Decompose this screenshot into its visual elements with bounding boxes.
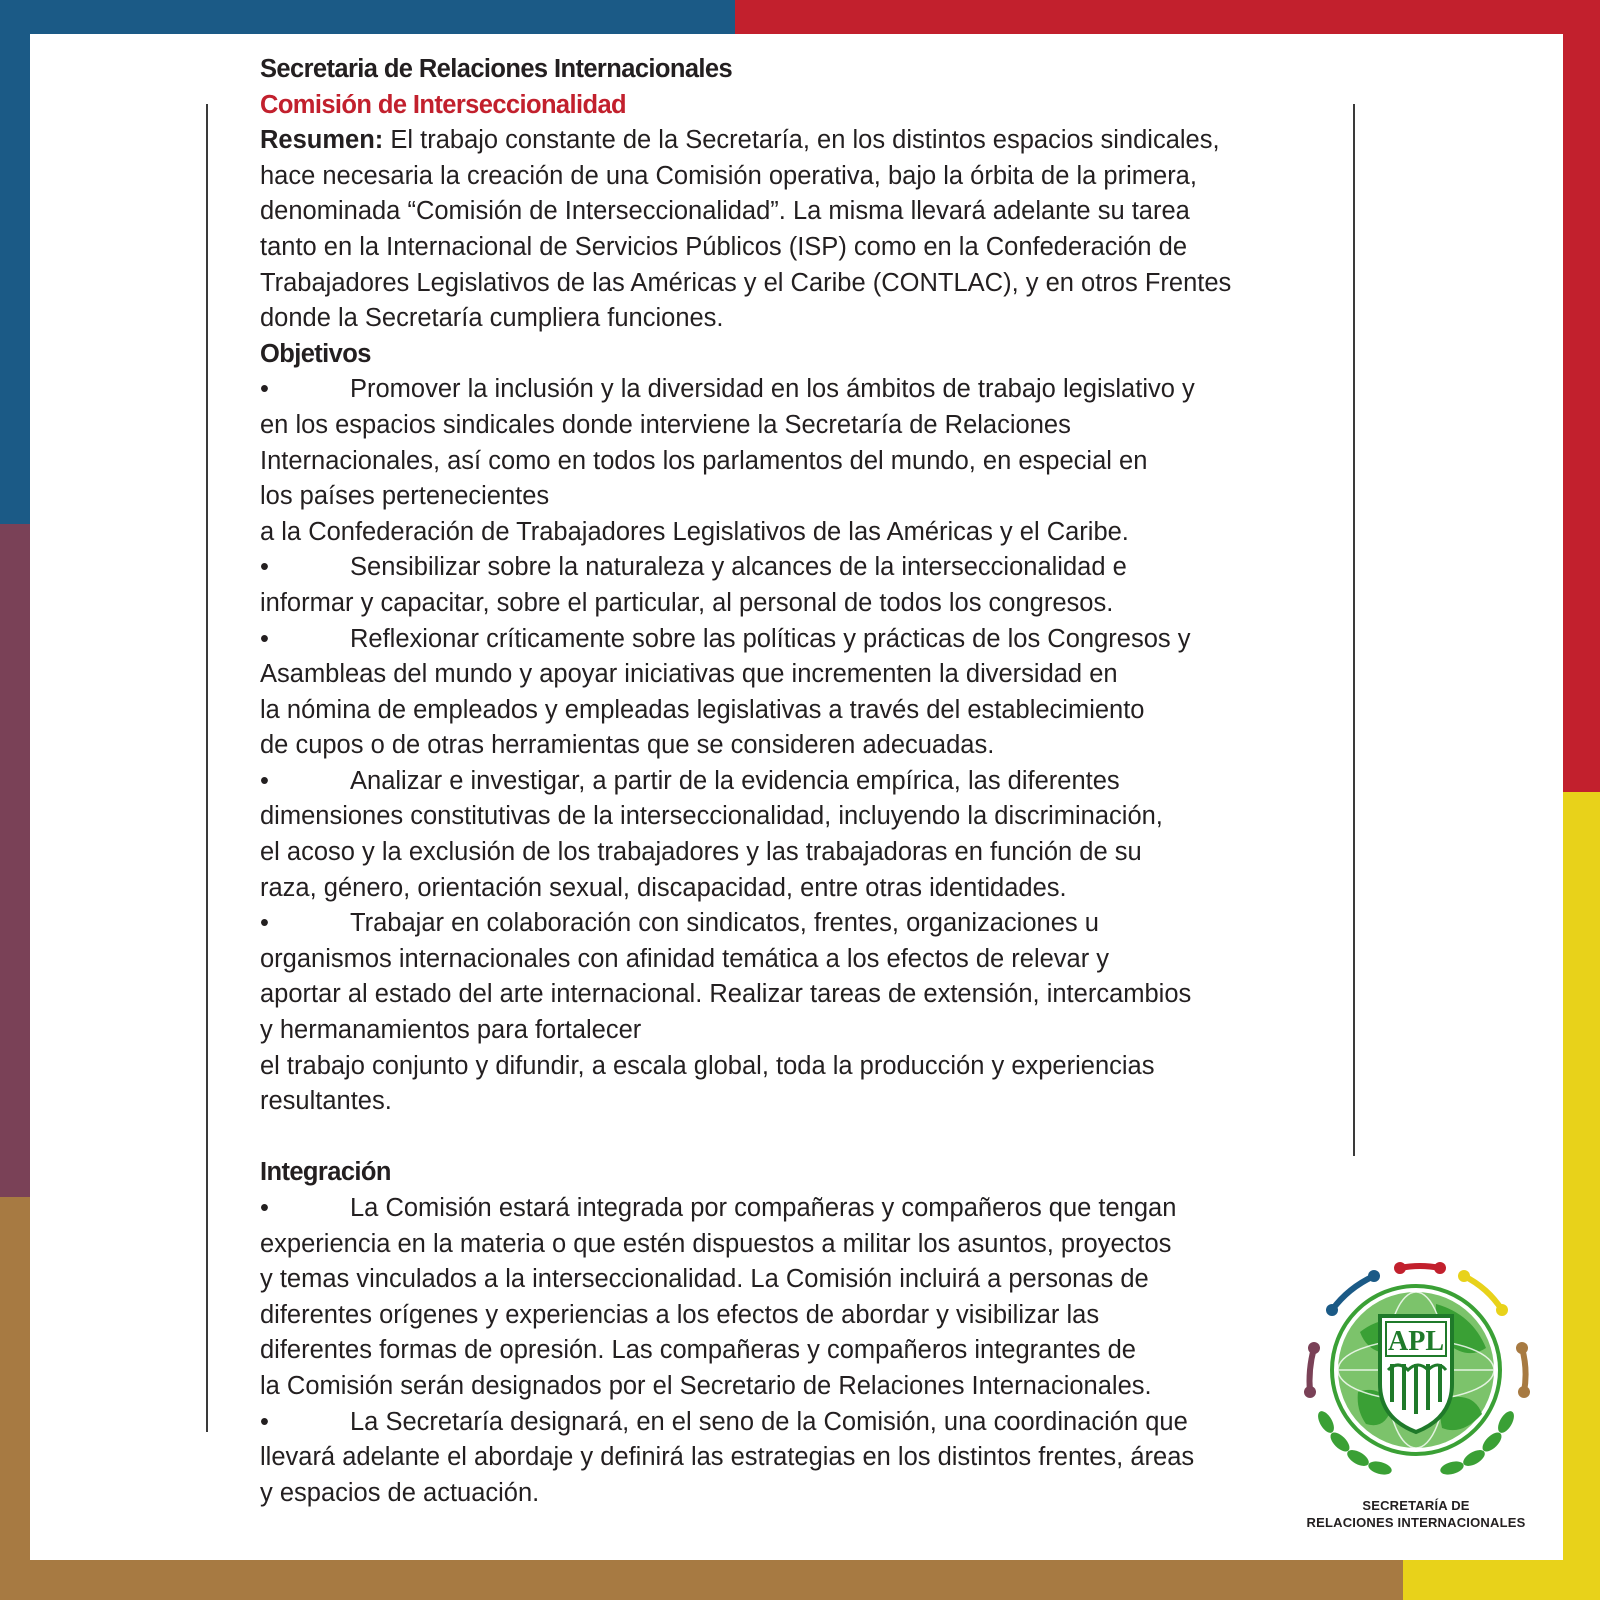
objective-text-line: en los espacios sindicales donde interviene la Secretaría de Relaciones <box>260 410 1071 439</box>
objective-text-line: Asambleas del mundo y apoyar iniciativas que incrementen la diversidad en <box>260 660 1118 689</box>
frame-band-bottom-left <box>0 1560 1403 1600</box>
frame-band-top-left <box>0 0 735 34</box>
integration-text-line: y espacios de actuación. <box>260 1478 540 1507</box>
bullet-icon: • <box>260 553 269 582</box>
objective-item <box>260 622 1290 764</box>
integration-text-line: diferentes orígenes y experiencias a los efectos de abordar y visibilizar las <box>260 1300 1100 1329</box>
objective-text-line: los países pertenecientes <box>260 482 550 511</box>
logo-caption-line: RELACIONES INTERNACIONALES <box>1306 1515 1526 1530</box>
integration-text: La Comisión estará integrada por compañeras y compañeros que tengan <box>350 1194 1177 1222</box>
integration-item <box>260 1405 1290 1512</box>
summary-line: hace necesaria la creación de una Comisión operativa, bajo la órbita de la primera, <box>260 161 1197 190</box>
objective-text: Trabajar en colaboración con sindicatos, frentes, organizaciones u <box>350 909 1099 938</box>
left-divider-line <box>206 104 208 1432</box>
objective-text-line: Internacionales, así como en todos los parlamentos del mundo, en especial en <box>260 446 1148 475</box>
frame-band-right-bottom <box>1563 792 1600 1600</box>
frame-band-left-middle <box>0 524 30 1197</box>
integration-item <box>260 1191 1290 1405</box>
objective-text-line: informar y capacitar, sobre el particular, al personal de todos los congresos. <box>260 588 1114 617</box>
summary-line: Trabajadores Legislativos de las Américas y el Caribe (CONTLAC), y en otros Frentes <box>260 268 1232 297</box>
objective-text-line: a la Confederación de Trabajadores Legislativos de las Américas y el Caribe. <box>260 517 1129 546</box>
objective-text-line: el trabajo conjunto y difundir, a escala global, toda la producción y experiencias <box>260 1051 1155 1080</box>
bullet-icon: • <box>260 624 269 653</box>
objective-text-line: y hermanamientos para fortalecer <box>260 1016 642 1045</box>
integration-text: La Secretaría designará, en el seno de la Comisión, una coordinación que <box>350 1407 1188 1436</box>
bullet-icon: • <box>260 766 269 795</box>
objective-text-line: de cupos o de otras herramientas que se consideren adecuadas. <box>260 731 995 760</box>
integration-text-line: llevará adelante el abordaje y definirá las estrategias en los distintos frentes, áreas <box>260 1443 1195 1472</box>
objective-text-line: el acoso y la exclusión de los trabajadores y las trabajadoras en función de su <box>260 838 1142 867</box>
objective-item <box>260 550 1290 621</box>
objective-text-line: la nómina de empleados y empleadas legislativas a través del establecimiento <box>260 695 1145 724</box>
bullet-icon: • <box>260 909 269 938</box>
bullet-icon: • <box>260 1194 269 1222</box>
objective-text-line: dimensiones constitutivas de la interseccionalidad, incluyendo la discriminación, <box>260 802 1163 831</box>
integration-text-line: y temas vinculados a la interseccionalidad. La Comisión incluirá a personas de <box>260 1265 1149 1294</box>
frame-band-left-bottom <box>0 1197 30 1600</box>
bullet-icon: • <box>260 1407 269 1436</box>
summary-section <box>260 123 1290 337</box>
logo-caption <box>1276 1497 1556 1531</box>
integration-text-line: diferentes formas de opresión. Las compañeras y compañeros integrantes de <box>260 1336 1136 1365</box>
bullet-icon: • <box>260 375 269 404</box>
objective-text-line: raza, género, orientación sexual, discapacidad, entre otras identidades. <box>260 873 1067 902</box>
summary-line: denominada “Comisión de Interseccionalidad”. La misma llevará adelante su tarea <box>260 197 1190 226</box>
summary-first-line <box>260 123 1290 159</box>
frame-band-bottom-right <box>1403 1560 1600 1600</box>
integration-heading: Integración <box>260 1158 391 1187</box>
logo-caption-line: SECRETARÍA DE <box>1362 1498 1470 1513</box>
integration-text-line: la Comisión serán designados por el Secretario de Relaciones Internacionales. <box>260 1371 1152 1400</box>
frame-band-top-right <box>735 0 1600 34</box>
objectives-heading: Objetivos <box>260 339 371 368</box>
objective-text-line: resultantes. <box>260 1087 392 1116</box>
summary-line: donde la Secretaría cumpliera funciones. <box>260 304 724 333</box>
document-title: Secretaria de Relaciones Internacionales <box>260 55 733 83</box>
frame-band-left-top <box>0 0 30 524</box>
right-divider-line <box>1353 104 1355 1156</box>
objective-text-line: organismos internacionales con afinidad temática a los efectos de relevar y <box>260 944 1110 973</box>
integration-text-line: experiencia en la materia o que estén dispuestos a militar los asuntos, proyectos <box>260 1229 1172 1258</box>
frame-band-right-top <box>1563 0 1600 792</box>
objective-item <box>260 764 1290 906</box>
objective-text: Promover la inclusión y la diversidad en los ámbitos de trabajo legislativo y <box>350 375 1195 404</box>
summary-line: tanto en la Internacional de Servicios Públicos (ISP) como en la Confederación de <box>260 232 1188 261</box>
objective-text-line: aportar al estado del arte internacional. Realizar tareas de extensión, intercambios <box>260 980 1192 1009</box>
objective-text: Analizar e investigar, a partir de la evidencia empírica, las diferentes <box>350 766 1120 795</box>
document-subtitle: Comisión de Interseccionalidad <box>260 90 627 119</box>
objective-text: Sensibilizar sobre la naturaleza y alcances de la interseccionalidad e <box>350 553 1127 582</box>
document-body <box>260 52 1290 1511</box>
section-spacer <box>260 1120 1290 1156</box>
summary-text: El trabajo constante de la Secretaría, en los distintos espacios sindicales, <box>383 126 1220 155</box>
logo-text: APL <box>1388 1326 1444 1357</box>
objective-item <box>260 906 1290 1120</box>
objective-text: Reflexionar críticamente sobre las políticas y prácticas de los Congresos y <box>350 624 1191 653</box>
objective-item <box>260 372 1290 550</box>
apl-globe-emblem-icon <box>1296 1252 1536 1492</box>
summary-label: Resumen: <box>260 126 384 155</box>
